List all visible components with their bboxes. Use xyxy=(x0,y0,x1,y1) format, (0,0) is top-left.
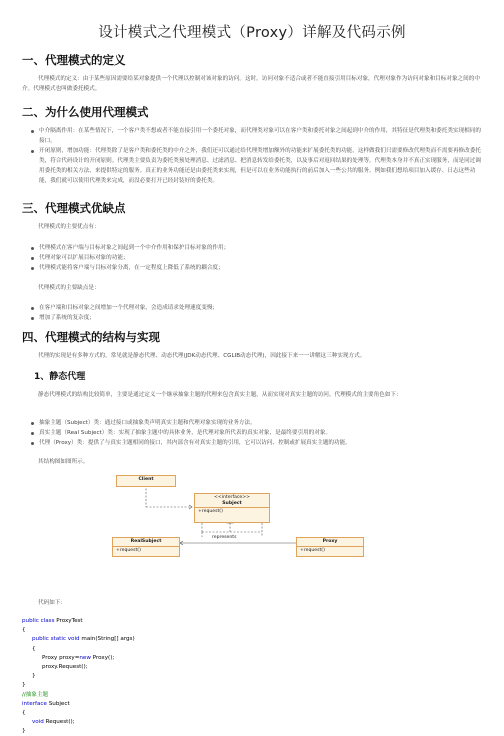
figure-caption: 其结构图如图所示。 xyxy=(38,459,89,465)
definition-paragraph: 代理模式的定义：由于某些原因需要给某对象提供一个代理以控制对该对象的访问。这时，访问对象不适合或者不能直接引用目标对象，代理对象作为访问对象和目标对象之间的中介。代理模式也叫做委托模式。 xyxy=(22,76,480,92)
class-name: RealSubject xyxy=(113,538,179,547)
code-text: ProxyTest xyxy=(54,618,83,624)
code-comment: //抽象主题 xyxy=(22,691,49,698)
code-keyword: void xyxy=(32,719,44,726)
advantages-list xyxy=(22,243,484,273)
class-name: Subject xyxy=(195,501,269,509)
disadvantages-list xyxy=(22,303,484,323)
uml-class-proxy xyxy=(296,537,364,557)
code-keyword: new xyxy=(79,654,91,661)
code-line xyxy=(22,635,484,644)
list-item: 代理对象可以扩展目标对象的功能； xyxy=(22,253,484,263)
class-name: Proxy xyxy=(297,538,363,547)
static-proxy-paragraph: 静态代理模式的结构比较简单，主要是通过定义一个继承抽象主题的代理来包含真实主题，从而实现对真实主题的访问。代理模式的主要角色如下： xyxy=(38,392,402,398)
class-name: Client xyxy=(138,477,154,482)
code-line xyxy=(22,709,484,718)
code-text: Request(); xyxy=(43,719,75,726)
code-line xyxy=(22,672,484,681)
uml-class-client xyxy=(116,475,176,487)
stereotype: <<interface>> xyxy=(214,495,250,500)
uml-class-diagram xyxy=(112,475,382,559)
code-text: { xyxy=(22,709,26,716)
code-caption: 代码如下： xyxy=(38,600,66,606)
list-item: 开闭原则，增加功能：代理类除了是客户类和委托类的中介之外，我们还可以通过给代理类增加额外的功能来扩展委托类的功能，这样做我们只需要修改代理类而不需要再修改委托类，符合代码设计的开闭原则。代理类主要负责为委托类预处理消息、过滤消息、把消息转发给委托类，以及事后对返回结果的处理等。代理类本身并不真正实现服务，而是同过调用委托类的相关方法，来提供特定的服务。真正的业务功能还是由委托类来实现，但是可以在业务功能执行的前后加入一些公共的服务。例如我们想给项目加入缓存、日志这些功能，我们就可以使用代理类来完成，而没必要打开已经封装好的委托类。 xyxy=(22,146,484,186)
class-operation: +request() xyxy=(300,547,325,553)
code-keyword: interface xyxy=(22,700,47,707)
code-line xyxy=(22,617,484,626)
code-line xyxy=(22,700,484,709)
code-line xyxy=(22,727,484,736)
class-operation: +request() xyxy=(198,509,223,514)
list-item: 代理模式能将客户端与目标对象分离，在一定程度上降低了系统的耦合度； xyxy=(22,263,484,273)
code-text: } xyxy=(22,682,26,689)
section-heading-definition: 一、代理模式的定义 xyxy=(22,53,126,67)
code-line xyxy=(22,718,484,727)
disadvantages-intro: 代理模式的主要缺点是： xyxy=(38,285,100,291)
list-item: 增加了系统的复杂度； xyxy=(22,313,484,323)
class-operation: +request() xyxy=(116,547,141,553)
code-text: { xyxy=(22,627,26,634)
code-line xyxy=(22,645,484,654)
code-line xyxy=(22,654,484,663)
code-text: } xyxy=(32,673,36,680)
code-keyword: public class xyxy=(22,618,55,624)
list-item: 代理模式在客户端与目标对象之间起到一个中介作用和保护目标对象的作用； xyxy=(22,243,484,253)
advantages-intro: 代理模式的主要优点有： xyxy=(38,224,100,230)
section-heading-why: 二、为什么使用代理模式 xyxy=(22,105,149,119)
code-text: proxy.Request(); xyxy=(42,663,88,670)
list-item: 中介隔离作用：在某些情况下，一个客户类不想或者不能直接引用一个委托对象，而代理类对象可以在客户类和委托对象之间起到中介的作用，其特征是代理类和委托类实现相同的接口。 xyxy=(22,126,484,146)
code-text: { xyxy=(32,645,36,652)
code-text: } xyxy=(22,728,26,735)
code-block xyxy=(22,617,484,736)
code-text: Subject xyxy=(46,700,70,707)
document-title: 设计模式之代理模式（Proxy）详解及代码示例 xyxy=(98,25,406,41)
association-label: represents xyxy=(212,535,237,540)
code-text: main(String[] args) xyxy=(79,636,135,643)
code-line xyxy=(22,626,484,635)
list-item: 在客户端和目标对象之间增加一个代理对象，会造成请求处理速度变慢； xyxy=(22,303,484,313)
code-line xyxy=(22,663,484,672)
uml-class-realsubject xyxy=(112,537,180,557)
list-item: 抽象主题（Subject）类：通过接口或抽象类声明真实主题和代理对象实现的业务方法。 xyxy=(22,418,484,428)
code-text: Proxy proxy= xyxy=(42,654,80,661)
uml-class-subject xyxy=(194,493,270,523)
code-keyword: public static void xyxy=(32,636,80,643)
list-item: 代理（Proxy）类：提供了与真实主题相同的接口，其内部含有对真实主题的引用，它可以访问、控制或扩展真实主题的功能。 xyxy=(22,438,484,448)
code-line xyxy=(22,691,484,700)
list-item: 真实主题（Real Subject）类：实现了抽象主题中的具体业务，是代理对象所代表的真实对象，是最终要引用的对象。 xyxy=(22,428,484,438)
code-line xyxy=(22,681,484,690)
code-text: Proxy(); xyxy=(90,654,115,661)
section-heading-structure: 四、代理模式的结构与实现 xyxy=(22,330,160,344)
why-list xyxy=(22,126,484,186)
structure-paragraph: 代理的实现是有多种方式的，常见就是静态代理、动态代理(JDK动态代理、CGLIB动态代理)，因此接下来一一讲解这三种实现方式。 xyxy=(38,353,366,359)
subsection-heading-static-proxy: 1、静态代理 xyxy=(34,372,86,382)
roles-list xyxy=(22,418,484,448)
section-heading-pros-cons: 三、代理模式优缺点 xyxy=(22,201,126,215)
